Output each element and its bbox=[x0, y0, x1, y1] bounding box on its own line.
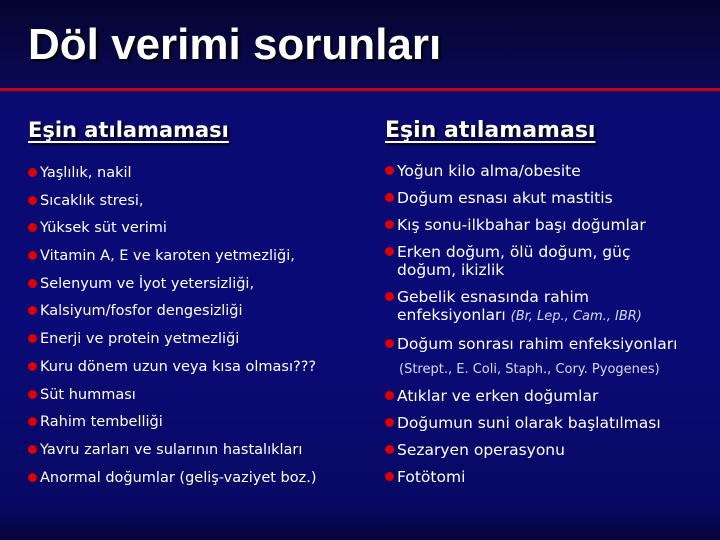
list-item: Yavru zarları ve sularının hastalıkları bbox=[28, 439, 317, 467]
right-column-heading: Eşin atılamaması bbox=[385, 118, 596, 143]
bullet-icon bbox=[28, 279, 37, 288]
right-bullet-list bbox=[385, 162, 677, 495]
list-item: Doğumun suni olarak başlatılması bbox=[385, 414, 677, 432]
bullet-icon bbox=[385, 292, 394, 301]
list-item: Sıcaklık stresi, bbox=[28, 190, 317, 218]
list-item: Vitamin A, E ve karoten yetmezliği, bbox=[28, 245, 317, 273]
bullet-icon bbox=[28, 473, 37, 482]
list-item: Atıklar ve erken doğumlar bbox=[385, 387, 677, 405]
list-item: Sezaryen operasyonu bbox=[385, 441, 677, 459]
bullet-icon bbox=[385, 166, 394, 175]
list-item: Yüksek süt verimi bbox=[28, 217, 317, 245]
list-item: Gebelik esnasında rahim enfeksiyonları (Br, Lep., Cam., IBR) bbox=[385, 288, 677, 326]
list-item: Erken doğum, ölü doğum, güç doğum, ikizlik bbox=[385, 243, 677, 279]
list-item-note: (Br, Lep., Cam., IBR) bbox=[510, 309, 642, 324]
title-bar bbox=[0, 0, 720, 88]
bullet-icon bbox=[385, 445, 394, 454]
bullet-icon bbox=[385, 472, 394, 481]
bullet-icon bbox=[28, 251, 37, 260]
bullet-icon bbox=[28, 390, 37, 399]
list-item: Yoğun kilo alma/obesite bbox=[385, 162, 677, 180]
list-item: Doğum esnası akut mastitis bbox=[385, 189, 677, 207]
bullet-icon bbox=[28, 362, 37, 371]
bullet-icon bbox=[385, 220, 394, 229]
list-item-text: enfeksiyonları bbox=[397, 306, 506, 324]
slide-title: Döl verimi sorunları bbox=[28, 20, 442, 69]
list-item: Anormal doğumlar (geliş-vaziyet boz.) bbox=[28, 467, 317, 495]
bullet-icon bbox=[28, 196, 37, 205]
bullet-icon bbox=[385, 247, 394, 256]
footer-shade bbox=[0, 508, 720, 540]
bullet-icon bbox=[28, 168, 37, 177]
bullet-icon bbox=[385, 193, 394, 202]
list-item: Fotötomi bbox=[385, 468, 677, 486]
left-column-heading: Eşin atılamaması bbox=[28, 118, 229, 142]
list-item: Selenyum ve İyot yetersizliği, bbox=[28, 273, 317, 301]
list-item: Yaşlılık, nakil bbox=[28, 162, 317, 190]
right-column bbox=[385, 118, 715, 486]
list-item: Süt humması bbox=[28, 384, 317, 412]
title-divider bbox=[0, 88, 720, 91]
left-bullet-list bbox=[28, 162, 317, 494]
bullet-icon bbox=[385, 339, 394, 348]
list-item: Enerji ve protein yetmezliği bbox=[28, 328, 317, 356]
bullet-icon bbox=[385, 418, 394, 427]
list-item: Doğum sonrası rahim enfeksiyonları (Strept., E. Coli, Staph., Cory. Pyogenes) bbox=[385, 335, 677, 378]
list-item-note: (Strept., E. Coli, Staph., Cory. Pyogenes) bbox=[399, 362, 660, 377]
list-item: Rahim tembelliği bbox=[28, 411, 317, 439]
bullet-icon bbox=[385, 391, 394, 400]
left-column bbox=[28, 118, 368, 486]
list-item: Kalsiyum/fosfor dengesizliği bbox=[28, 300, 317, 328]
bullet-icon bbox=[28, 445, 37, 454]
list-item: Kış sonu-ilkbahar başı doğumlar bbox=[385, 216, 677, 234]
list-item: Kuru dönem uzun veya kısa olması??? bbox=[28, 356, 317, 384]
